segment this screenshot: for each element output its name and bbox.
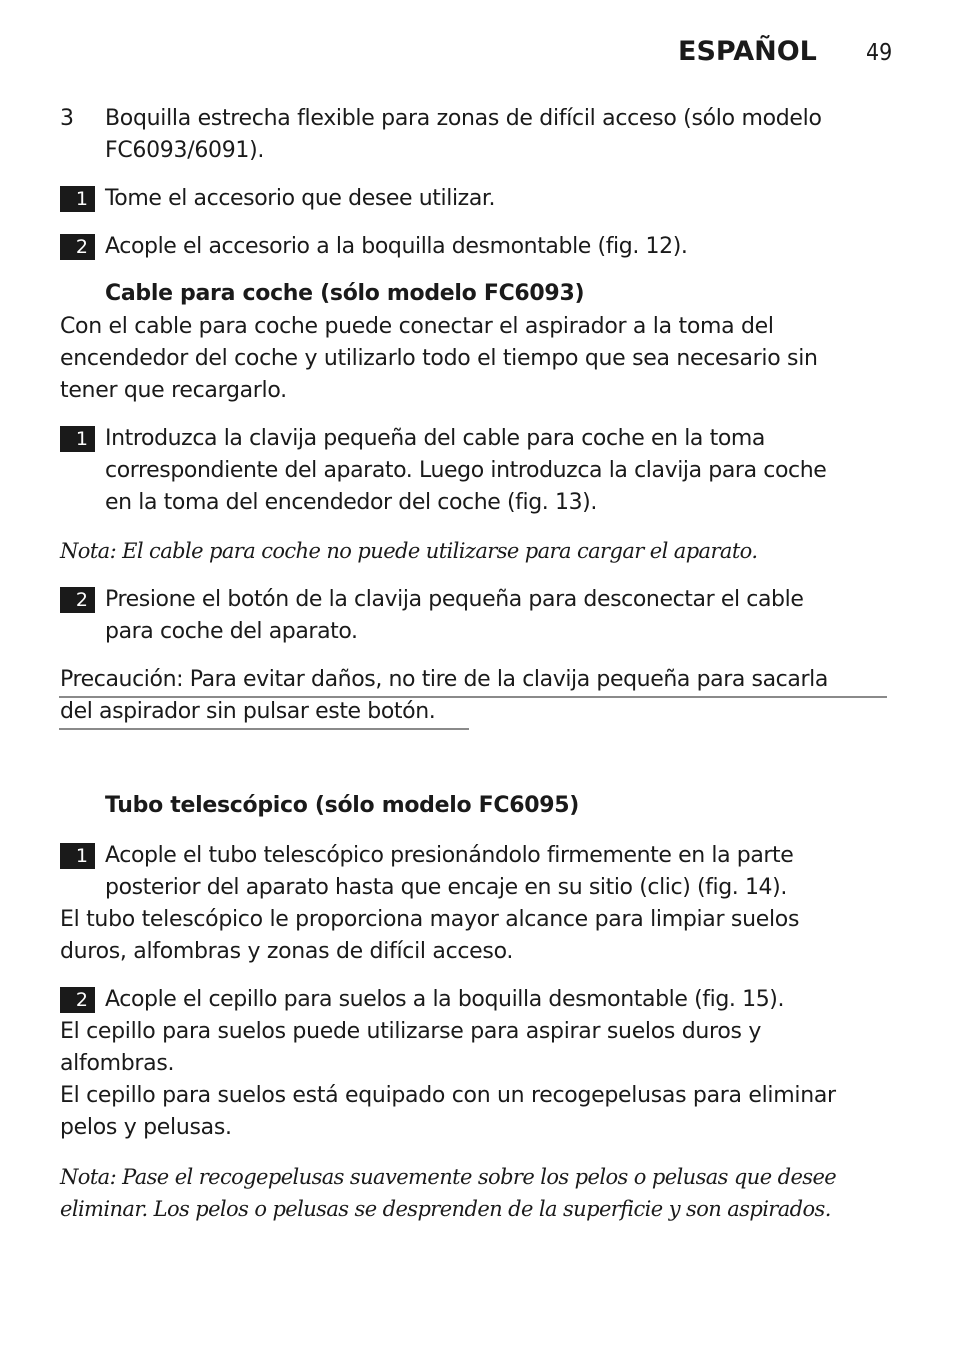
note-text-line: eliminar. Los pelos o pelusas se desprenden de la superficie y son aspirados. xyxy=(60,1197,831,1221)
step-number-badge: 1 xyxy=(60,426,95,452)
section-heading: Tubo telescópico (sólo modelo FC6095) xyxy=(105,793,579,818)
list-item-number: 3 xyxy=(60,106,74,131)
paragraph-line: El tubo telescópico le proporciona mayor alcance para limpiar suelos xyxy=(60,907,800,932)
step-text-line: Introduzca la clavija pequeña del cable para coche en la toma xyxy=(105,426,765,451)
step-text: Acople el cepillo para suelos a la boquilla desmontable (fig. 15). xyxy=(105,987,785,1012)
step-text-line: en la toma del encendedor del coche (fig. 13). xyxy=(105,490,597,515)
step-number-badge: 2 xyxy=(60,587,95,613)
paragraph-line: El cepillo para suelos está equipado con un recogepelusas para eliminar xyxy=(60,1083,836,1108)
step-text-line: Presione el botón de la clavija pequeña para desconectar el cable xyxy=(105,587,804,612)
step-text: Acople el accesorio a la boquilla desmontable (fig. 12). xyxy=(105,234,688,259)
step-number-badge: 1 xyxy=(60,186,95,212)
list-item-text-line: Boquilla estrecha flexible para zonas de difícil acceso (sólo modelo xyxy=(105,106,822,131)
paragraph-line: pelos y pelusas. xyxy=(60,1115,232,1140)
paragraph-line: tener que recargarlo. xyxy=(60,378,287,403)
page-number: 49 xyxy=(866,40,893,66)
step-number-badge: 2 xyxy=(60,234,95,260)
paragraph-line: encendedor del coche y utilizarlo todo el tiempo que sea necesario sin xyxy=(60,346,818,371)
step-text: Tome el accesorio que desee utilizar. xyxy=(105,186,496,211)
step-number-badge: 2 xyxy=(60,987,95,1013)
step-number-badge: 1 xyxy=(60,843,95,869)
note-text-line: Nota: Pase el recogepelusas suavemente sobre los pelos o pelusas que desee xyxy=(60,1165,837,1189)
paragraph-line: Con el cable para coche puede conectar el aspirador a la toma del xyxy=(60,314,774,339)
caution-text-line: del aspirador sin pulsar este botón. xyxy=(60,699,436,724)
note-text: Nota: El cable para coche no puede utilizarse para cargar el aparato. xyxy=(60,539,758,563)
list-item-text-line: FC6093/6091). xyxy=(105,138,265,163)
caution-underline xyxy=(59,728,469,730)
paragraph-line: alfombras. xyxy=(60,1051,175,1076)
paragraph-line: duros, alfombras y zonas de difícil acceso. xyxy=(60,939,514,964)
section-heading: Cable para coche (sólo modelo FC6093) xyxy=(105,281,585,306)
step-text-line: posterior del aparato hasta que encaje en su sitio (clic) (fig. 14). xyxy=(105,875,787,900)
step-text-line: Acople el tubo telescópico presionándolo firmemente en la parte xyxy=(105,843,794,868)
caution-text-line: Precaución: Para evitar daños, no tire de la clavija pequeña para sacarla xyxy=(60,667,828,692)
section-language-title: ESPAÑOL xyxy=(678,36,817,67)
paragraph-line: El cepillo para suelos puede utilizarse para aspirar suelos duros y xyxy=(60,1019,762,1044)
step-text-line: para coche del aparato. xyxy=(105,619,358,644)
step-text-line: correspondiente del aparato. Luego introduzca la clavija para coche xyxy=(105,458,827,483)
